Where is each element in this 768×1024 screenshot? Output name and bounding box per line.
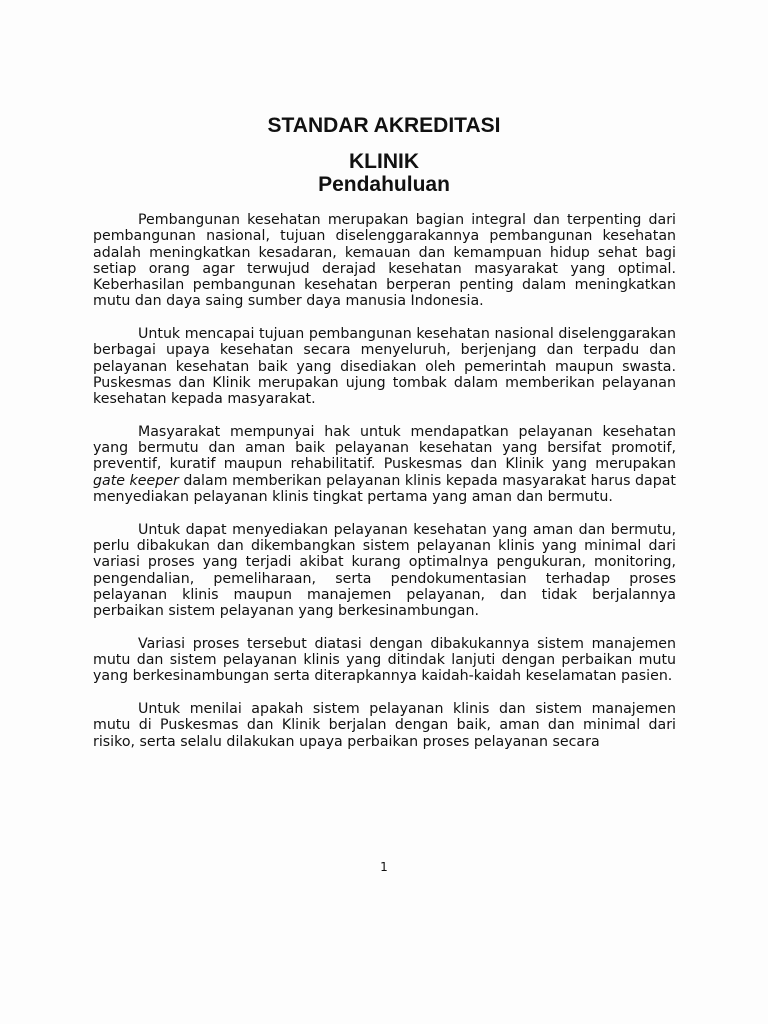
document-body (93, 212, 676, 766)
gate-keeper-term: gate keeper (93, 472, 179, 489)
paragraph-5: Variasi proses tersebut diatasi dengan dibakukannya sistem manajemen mutu dan sistem pelayanan klinis yang ditindak lanjuti dengan perbaikan mutu yang berkesinambungan serta diterapkannya kaidah-kaidah keselamatan pasien. (93, 635, 676, 685)
paragraph-3 (93, 424, 676, 505)
document-title: STANDAR AKREDITASI (267, 114, 501, 137)
paragraph-2: Untuk mencapai tujuan pembangunan kesehatan nasional diselenggarakan berbagai upaya kesehatan secara menyeluruh, berjenjang dan terpadu dan pelayanan kesehatan baik yang disediakan oleh pemerintah maupun swasta. Puskesmas dan Klinik merupakan ujung tombak dalam memberikan pelayanan kesehatan kepada masyarakat. (93, 326, 676, 408)
document-subtitle: KLINIK (349, 150, 419, 173)
paragraph-1: Pembangunan kesehatan merupakan bagian integral dan terpenting dari pembangunan nasional, tujuan diselenggarakannya pembangunan kesehatan adalah meningkatkan kesadaran, kemauan dan kemampuan hidup sehat bagi setiap orang agar terwujud derajad kesehatan masyarakat yang optimal. Keberhasilan pembangunan kesehatan berperan penting dalam meningkatkan mutu dan daya saing sumber daya manusia Indonesia. (93, 212, 676, 310)
paragraph-3-text-after: dalam memberikan pelayanan klinis kepada masyarakat harus dapat menyediakan pelayanan klinis tingkat pertama yang aman dan bermutu. (93, 472, 676, 506)
paragraph-3-text-before: Masyarakat mempunyai hak untuk mendapatkan pelayanan kesehatan yang bermutu dan aman baik pelayanan kesehatan yang bersifat promotif, preventif, kuratif maupun rehabilitatif. Puskesmas dan Klinik yang merupakan (93, 423, 676, 473)
paragraph-6: Untuk menilai apakah sistem pelayanan klinis dan sistem manajemen mutu di Puskesmas dan Klinik berjalan dengan baik, aman dan minimal dari risiko, serta selalu dilakukan upaya perbaikan proses pelayanan secara (93, 700, 676, 750)
page-number: 1 (380, 860, 388, 874)
section-heading: Pendahuluan (318, 173, 450, 196)
paragraph-4: Untuk dapat menyediakan pelayanan kesehatan yang aman dan bermutu, perlu dibakukan dan dikembangkan sistem pelayanan klinis yang minimal dari variasi proses yang terjadi akibat kurang optimalnya pengukuran, monitoring, pengendalian, pemeliharaan, serta pendokumentasian terhadap proses pelayanan klinis maupun manajemen pelayanan, dan tidak berjalannya perbaikan sistem pelayanan yang berkesinambungan. (93, 521, 676, 620)
